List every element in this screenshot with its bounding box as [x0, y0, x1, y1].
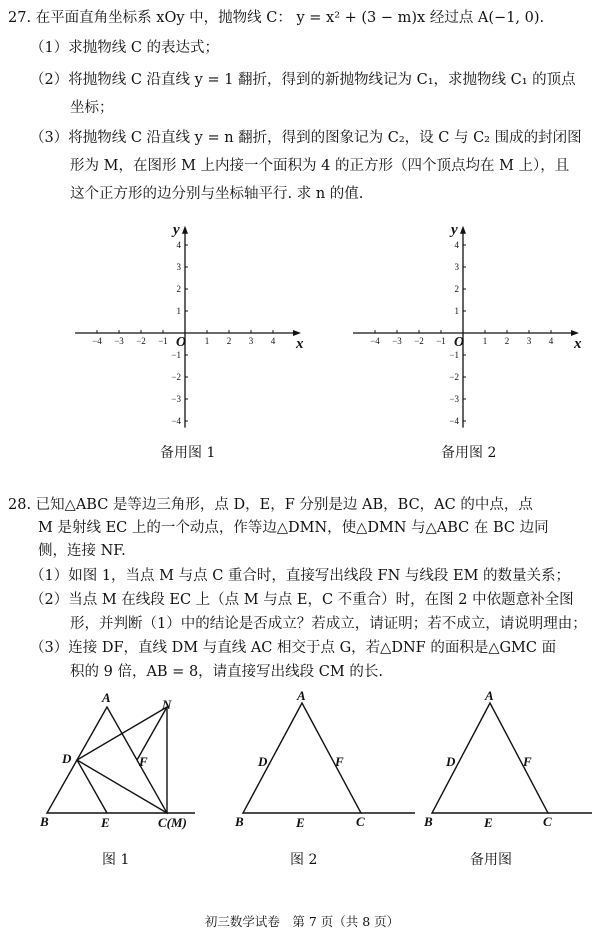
graph1-caption: 备用图 1 [160, 445, 216, 461]
graph2-caption: 备用图 2 [441, 445, 497, 461]
graph2-y-tick-label: −4 [449, 416, 459, 426]
graph2-y-tick-label: −3 [449, 394, 459, 404]
fig3-label-d: D [446, 754, 456, 769]
graph2-origin-label: O [454, 335, 465, 350]
graph2-x-tick-label: −1 [436, 336, 446, 346]
q28-part2: （2）当点 M 在线段 EC 上（点 M 与点 E，C 不重合）时，在图 2 中依题意补全图 [30, 592, 574, 608]
fig2-label-a: A [297, 688, 306, 703]
fig2-label-e: E [296, 815, 305, 830]
graph2-x-tick-label: −2 [414, 336, 424, 346]
graph1-y-tick-label: 3 [176, 262, 181, 272]
q28-part3-cont: 积的 9 倍，AB = 8，请直接写出线段 CM 的长. [70, 664, 383, 680]
fig1-label-a: A [102, 690, 111, 705]
q27-stem: 27. 在平面直角坐标系 xOy 中，抛物线 C： y = x² + (3 − m)x 经过点 A(−1, 0). [8, 10, 545, 26]
page-footer: 初三数学试卷 第 7 页（共 8 页） [204, 914, 400, 929]
fig3-label-a: A [485, 688, 494, 703]
fig1-triangle-dmn [77, 707, 167, 813]
graph1-x-tick-label: 3 [248, 336, 254, 346]
graph1-x-tick-label: −1 [158, 336, 168, 346]
graph1-y-tick-label: 1 [176, 306, 181, 316]
graph2-x-tick-label: 4 [548, 336, 554, 346]
graph1-y-tick-label: 2 [176, 284, 181, 294]
graph1-x-label: x [296, 336, 304, 352]
fig1-label-e: E [101, 815, 110, 830]
graph1-x-tick-label: −4 [92, 336, 102, 346]
graph2-x-tick-label: 2 [504, 336, 510, 346]
fig1-label-cm: C(M) [158, 815, 187, 830]
graph2-y-tick-label: −1 [449, 350, 459, 360]
graph2-x-label: x [574, 336, 582, 352]
graph2-x-tick-label: −4 [370, 336, 380, 346]
fig3-label-b: B [424, 814, 433, 829]
q28-stem-line3: 侧，连接 NF. [38, 543, 126, 559]
q28-part1: （1）如图 1，当点 M 与点 C 重合时，直接写出线段 FN 与线段 EM 的数量关系； [30, 568, 571, 584]
fig1-label-f: F [139, 754, 148, 769]
fig2-caption: 图 2 [290, 852, 318, 868]
fig1-segment-fn [137, 707, 167, 760]
q27-part3-cont2: 这个正方形的边分别与坐标轴平行. 求 n 的值. [70, 186, 364, 202]
fig3-label-f: F [523, 754, 532, 769]
q27-part3-cont1: 形为 M，在图形 M 上内接一个面积为 4 的正方形（四个顶点均在 M 上），且 [70, 158, 570, 174]
fig3-label-c: C [543, 814, 552, 829]
graph2-y-tick-label: 3 [454, 262, 459, 272]
graph2-y-tick-label: 4 [454, 240, 459, 250]
fig2-label-f: F [335, 754, 344, 769]
graph1-x-tick-label: −2 [136, 336, 146, 346]
graph2-y-tick-label: −2 [449, 372, 459, 382]
graph2-x-tick-label: −3 [392, 336, 402, 346]
q28-stem-line2: M 是射线 EC 上的一个动点，作等边△DMN，使△DMN 与△ABC 在 BC 边同 [38, 520, 549, 536]
fig1-segment-de [77, 760, 107, 813]
graph2-x-tick-label: 1 [482, 336, 488, 346]
q27-part2: （2）将抛物线 C 沿直线 y = 1 翻折，得到的新抛物线记为 C₁，求抛物线 C₁ 的顶点 [30, 72, 576, 88]
graph2-y-tick-label: 1 [454, 306, 459, 316]
graph1-y-tick-label: −3 [171, 394, 181, 404]
graph1-x-tick-label: 4 [270, 336, 276, 346]
graph2-x-tick-label: 3 [526, 336, 532, 346]
fig1-label-d: D [62, 751, 72, 766]
graph1-y-label: y [173, 221, 180, 238]
fig2-label-b: B [235, 814, 244, 829]
fig1-label-n: N [162, 697, 172, 712]
q28-part2-cont: 形，并判断（1）中的结论是否成立？若成立，请证明；若不成立，请说明理由； [70, 616, 587, 632]
graph2-y-tick-label: 2 [454, 284, 459, 294]
graph1-x-tick-label: −3 [114, 336, 124, 346]
fig1-caption: 图 1 [102, 852, 130, 868]
graph1-x-tick-label: 1 [204, 336, 210, 346]
q28-stem-line1: 28. 已知△ABC 是等边三角形，点 D，E，F 分别是边 AB，BC，AC 的中点，点 [8, 497, 533, 513]
q27-part3: （3）将抛物线 C 沿直线 y = n 翻折，得到的图象记为 C₂，设 C 与 C₂ 围成的封闭图 [30, 130, 582, 146]
fig2-label-c: C [356, 814, 365, 829]
fig2-label-d: D [258, 754, 268, 769]
graph2-y-label: y [451, 221, 458, 238]
graph1-origin-label: O [176, 335, 187, 350]
fig1-label-b: B [40, 814, 49, 829]
graph1-x-tick-label: 2 [226, 336, 232, 346]
graph1-y-tick-label: 4 [176, 240, 181, 250]
q27-part2-cont: 坐标； [70, 100, 114, 116]
graph1-y-tick-label: −1 [171, 350, 181, 360]
q27-part1: （1）求抛物线 C 的表达式； [30, 40, 220, 56]
graph1-y-tick-label: −2 [171, 372, 181, 382]
fig3-label-e: E [484, 815, 493, 830]
q28-part3: （3）连接 DF，直线 DM 与直线 AC 相交于点 G，若△DNF 的面积是△GMC 面 [30, 640, 557, 656]
fig3-caption: 备用图 [470, 852, 512, 868]
graph1-y-tick-label: −4 [171, 416, 181, 426]
